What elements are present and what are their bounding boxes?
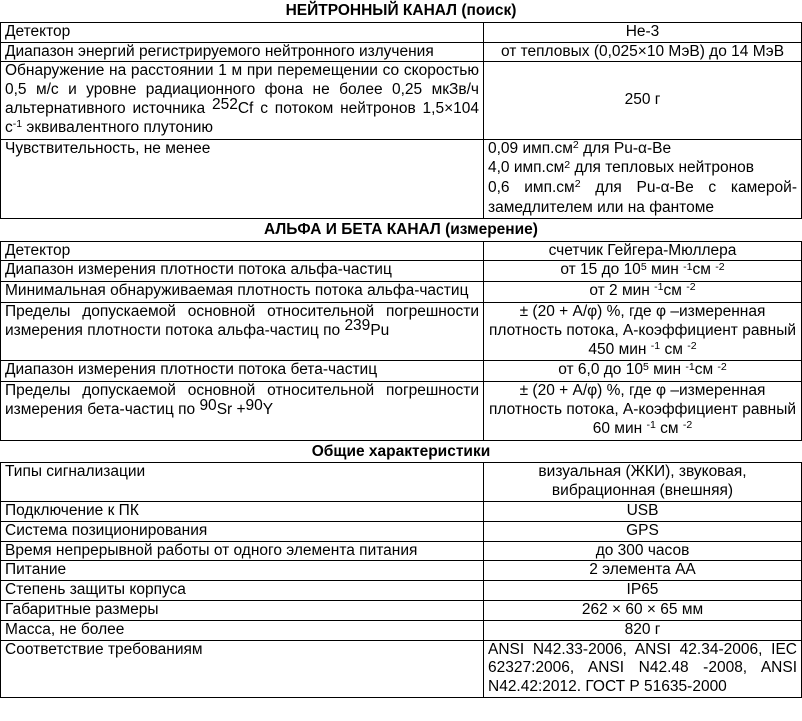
superscript-text: 2	[564, 158, 571, 171]
value-cell	[484, 600, 802, 620]
superscript-text: -1	[685, 360, 695, 373]
text-run: Габаритные размеры	[5, 600, 159, 618]
superscript-text: -1	[646, 419, 656, 431]
text-run: от 2 мин	[589, 282, 655, 300]
value-cell	[484, 302, 802, 360]
text-run: мин	[648, 361, 686, 379]
superscript-text: -2	[687, 339, 697, 352]
text-run: см	[655, 419, 683, 437]
text-run: Пределы допускаемой основной относительной погрешности измерения бета-частиц по	[5, 382, 479, 418]
text-run: для Pu-α-Be	[578, 139, 672, 157]
spec-table	[0, 241, 802, 441]
table-row	[1, 620, 802, 640]
value-cell	[484, 382, 802, 440]
text-run: мин	[646, 261, 684, 279]
param-cell	[1, 361, 484, 382]
text-run: Питание	[5, 561, 67, 579]
superscript-text: -2	[717, 360, 727, 373]
text-run: Pu	[370, 321, 390, 339]
value-cell	[484, 282, 802, 303]
text-run: от тепловых (0,025×10 МэВ) до 14 МэВ	[500, 42, 785, 60]
text-run: 4,0 имп.см	[488, 159, 565, 177]
text-run: Детектор	[5, 22, 71, 40]
superscript-text: -2	[686, 281, 696, 294]
text-run: Диапазон измерения плотности потока альфа-частиц	[5, 261, 392, 279]
param-cell	[1, 382, 484, 440]
table-row	[1, 600, 802, 620]
text-run: см	[694, 361, 718, 379]
param-cell	[1, 302, 484, 360]
value-cell	[484, 22, 802, 42]
table-row	[1, 561, 802, 581]
superscript-text: 5	[640, 260, 647, 273]
table-row	[1, 521, 802, 541]
value-cell	[484, 361, 802, 382]
text-run: вибрационная (внешняя)	[551, 482, 734, 500]
table-row	[1, 541, 802, 561]
text-run: 0,6 имп.см	[488, 179, 575, 197]
table-row	[1, 62, 802, 139]
param-cell	[1, 42, 484, 62]
text-run: счетчик Гейгера-Мюллера	[548, 241, 737, 259]
text-run: для тепловых нейтронов	[570, 159, 755, 177]
table-row	[1, 139, 802, 218]
text-run: Диапазон измерения плотности потока бета-частиц	[5, 361, 378, 379]
text-run: ± (20 + А/φ) %, где φ –измеренная плотность потока, А-коэффициент равный 450 мин	[488, 302, 797, 358]
table-row	[1, 261, 802, 282]
param-cell	[1, 282, 484, 303]
value-cell	[484, 241, 802, 261]
value-cell	[484, 139, 802, 218]
table-row	[1, 463, 802, 502]
param-cell	[1, 581, 484, 601]
param-cell	[1, 521, 484, 541]
value-cell	[484, 42, 802, 62]
text-run: Типы сигнализации	[5, 463, 146, 481]
text-run: см	[663, 282, 687, 300]
text-run: Масса, не более	[5, 620, 125, 638]
text-run: Время непрерывной работы от одного элемента питания	[5, 541, 418, 559]
superscript-text: -1	[650, 339, 661, 352]
value-cell	[484, 640, 802, 697]
superscript-text: 2	[572, 139, 579, 151]
text-run: визуальная (ЖКИ), звуковая,	[538, 463, 747, 481]
text-run: USB	[626, 501, 659, 519]
text-run: Соответствие требованиям	[5, 640, 203, 658]
text-run: IP65	[626, 581, 659, 599]
text-run: 262 × 60 × 65 мм	[581, 600, 704, 618]
isotope-number: 239	[344, 317, 371, 335]
table-row	[1, 501, 802, 521]
spec-table	[0, 22, 802, 219]
text-run: Sr	[216, 400, 233, 418]
table-row	[1, 22, 802, 42]
superscript-text: -1	[654, 281, 664, 294]
text-run: Подключение к ПК	[5, 501, 139, 519]
text-run: эквивалентного плутонию	[22, 118, 214, 136]
param-cell	[1, 541, 484, 561]
isotope-number: 252	[211, 95, 238, 113]
table-row	[1, 640, 802, 697]
text-run: ANSI N42.33-2006, ANSI 42.34-2006, IEC 62327:2006, ANSI N42.48 -2008, ANSI N42.42:2012. ГОСТ Р 51635-2000	[488, 640, 797, 696]
text-run: Система позиционирования	[5, 521, 208, 539]
superscript-text: -1	[12, 118, 23, 131]
param-cell	[1, 139, 484, 218]
param-cell	[1, 241, 484, 261]
value-cell	[484, 581, 802, 601]
value-cell	[484, 261, 802, 282]
text-run: Детектор	[5, 241, 71, 259]
param-cell	[1, 463, 484, 502]
text-run: 250 г	[624, 91, 661, 109]
text-run: для Pu-α-Be с камерой-замедлителем или на фантоме	[488, 179, 797, 216]
text-run: Диапазон энергий регистрируемого нейтронного излучения	[5, 42, 434, 60]
text-run: 820 г	[624, 620, 661, 638]
table-row	[1, 581, 802, 601]
text-run: Y	[262, 400, 274, 418]
superscript-text: 2	[574, 178, 581, 191]
text-run: 2 элемента АА	[589, 561, 696, 579]
table-row	[1, 302, 802, 360]
table-row	[1, 382, 802, 440]
superscript-text: -2	[715, 260, 725, 273]
text-run: Пределы допускаемой основной относительной погрешности измерения плотности потока альфа-частиц по	[5, 302, 479, 339]
text-run: Минимальная обнаруживаемая плотность потока альфа-частиц	[5, 282, 469, 300]
superscript-text: 5	[642, 360, 649, 373]
param-cell	[1, 600, 484, 620]
param-cell	[1, 22, 484, 42]
param-cell	[1, 561, 484, 581]
table-row	[1, 361, 802, 382]
text-run: от 6,0 до 10	[558, 361, 643, 379]
text-run: Степень защиты корпуса	[5, 581, 186, 599]
value-cell	[484, 501, 802, 521]
text-run: см	[692, 261, 716, 279]
value-cell	[484, 62, 802, 139]
isotope-number: 90	[245, 396, 263, 414]
text-run: от 15 до 10	[560, 261, 641, 279]
value-cell	[484, 620, 802, 640]
param-cell	[1, 62, 484, 139]
isotope-number: 90	[199, 396, 217, 414]
text-run: до 300 часов	[595, 541, 690, 559]
section-title: НЕЙТРОННЫЙ КАНАЛ (поиск)	[285, 2, 517, 19]
value-cell	[484, 561, 802, 581]
text-run: Cf	[237, 99, 254, 117]
value-cell	[484, 541, 802, 561]
param-cell	[1, 640, 484, 697]
text-run: GPS	[626, 521, 659, 539]
text-run: He-3	[625, 22, 660, 40]
section-title: АЛЬФА И БЕТА КАНАЛ (измерение)	[264, 220, 538, 238]
superscript-text: -1	[683, 260, 693, 273]
text-run: см	[660, 340, 688, 358]
param-cell	[1, 620, 484, 640]
superscript-text: -2	[682, 419, 693, 431]
text-run: Обнаружение на расстоянии 1 м при перемещении со скоростью 0,5 м/с и уровне радиационного фона не более 0,25 мкЗв/ч альтернативного источника	[5, 62, 479, 117]
value-cell	[484, 521, 802, 541]
spec-table	[0, 462, 802, 698]
text-run: ± (20 + А/φ) %, где φ –измеренная плотность потока, А-коэффициент равный 60 мин	[488, 382, 797, 437]
param-cell	[1, 501, 484, 521]
text-run: 0,09 имп.см	[488, 139, 573, 157]
text-run: с потоком нейтронов 1,5×104 с	[5, 99, 479, 136]
text-run: +	[232, 400, 246, 418]
param-cell	[1, 261, 484, 282]
value-cell	[484, 463, 802, 502]
table-row	[1, 42, 802, 62]
table-row	[1, 241, 802, 261]
section-title: Общие характеристики	[311, 442, 491, 460]
table-row	[1, 282, 802, 303]
text-run: Чувствительность, не менее	[5, 139, 211, 157]
